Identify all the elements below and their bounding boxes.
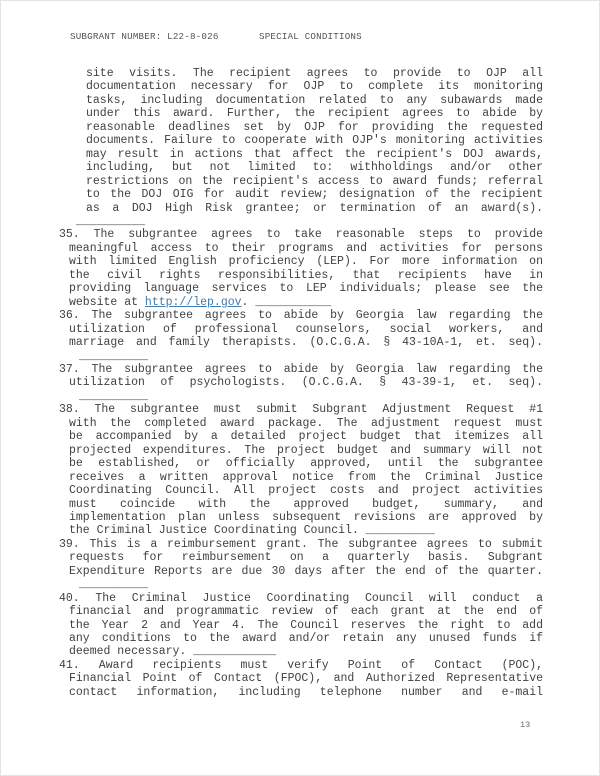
numbered-item-39	[59, 538, 543, 592]
document-line: reasonable deadlines set by OJP for providing the requested	[86, 120, 543, 134]
continuation-paragraph	[76, 67, 543, 228]
document-line: to the DOJ OIG for audit review; designation of the recipient	[86, 188, 543, 202]
item-number: 36.	[59, 309, 80, 323]
line-text: website at	[69, 295, 145, 309]
document-line: 41. Award recipients must verify Point of Contact (POC),	[59, 658, 543, 672]
document-line: 35. The subgrantee agrees to take reasonable steps to provide	[59, 228, 543, 242]
item-number: 41.	[59, 658, 80, 672]
numbered-item-35	[59, 228, 543, 309]
numbered-item-41	[59, 659, 543, 699]
document-line: must coincide with the approved budget, summary, and	[69, 497, 543, 511]
signature-line: __________	[79, 349, 149, 363]
document-line: including, but not limited to: withholdings and/or other	[86, 161, 543, 175]
numbered-item-38	[59, 403, 543, 538]
document-line: 39. This is a reimbursement grant. The subgrantee agrees to submit	[59, 537, 543, 551]
subgrant-number-label: SUBGRANT NUMBER: L22-8-026	[70, 31, 219, 42]
document-title: SPECIAL CONDITIONS	[259, 31, 362, 42]
document-line: utilization of professional counselors, social workers, and	[69, 322, 543, 336]
document-body	[59, 67, 543, 699]
document-line: the civil rights responsibilities, that recipients have in	[69, 268, 543, 282]
document-line: the Criminal Justice Coordinating Council. __________	[69, 524, 435, 538]
signature-line: __________	[79, 578, 149, 592]
item-number: 38.	[59, 403, 80, 417]
document-line: deemed necessary. ____________	[69, 645, 277, 659]
document-line: be established, or officially approved, until the subgrantee	[69, 457, 543, 471]
item-number: 37.	[59, 362, 80, 376]
document-line: marriage and family therapists. (O.C.G.A. § 43-10A-1, et. seq).	[69, 336, 543, 350]
item-number: 35.	[59, 228, 80, 242]
item-number: 40.	[59, 591, 80, 605]
numbered-item-37	[59, 363, 543, 403]
document-line: tasks, including documentation related to any subawards made	[86, 93, 543, 107]
document-line: under this award. Further, the recipient agrees to abide by	[86, 107, 543, 121]
document-line: projected expenditures. The project budget and summary will not	[69, 443, 543, 457]
lep-gov-link[interactable]: http://lep.gov	[144, 295, 242, 309]
signature-line: __________	[76, 214, 146, 228]
document-line: implementation plan unless subsequent revisions are approved by	[69, 510, 543, 524]
line-text: . ___________	[241, 295, 332, 309]
document-line: receives a written approval notice from the Criminal Justice	[69, 470, 543, 484]
document-line: 40. The Criminal Justice Coordinating Council will conduct a	[59, 591, 543, 605]
document-line: documentation necessary for OJP to complete its monitoring	[86, 80, 543, 94]
document-line: be accompanied by a detailed project budget that itemizes all	[69, 430, 543, 444]
document-line: utilization of psychologists. (O.C.G.A. § 43-39-1, et. seq).	[69, 376, 543, 390]
document-line: may result in actions that affect the recipient's DOJ awards,	[86, 147, 543, 161]
document-line: with the completed award package. The adjustment request must	[69, 416, 543, 430]
document-line: providing language services to LEP individuals; please see the	[69, 282, 543, 296]
document-line: any conditions to the award and/or retain any unused funds if	[69, 632, 543, 646]
document-line: 37. The subgrantee agrees to abide by Georgia law regarding the	[59, 362, 543, 376]
document-line: requests for reimbursement on a quarterly basis. Subgrant	[69, 551, 543, 565]
document-line: contact information, including telephone number and e-mail	[69, 685, 543, 699]
document-line: 38. The subgrantee must submit Subgrant Adjustment Request #1	[59, 403, 543, 417]
document-line: Expenditure Reports are due 30 days after the end of the quarter.	[69, 564, 543, 578]
document-line: Financial Point of Contact (FPOC), and Authorized Representative	[69, 672, 543, 686]
item-number: 39.	[59, 537, 80, 551]
document-line: documents. Failure to cooperate with OJP's monitoring activities	[86, 134, 543, 148]
document-line: financial and programmatic review of each grant at the end of	[69, 605, 543, 619]
document-line: site visits. The recipient agrees to provide to OJP all	[86, 67, 543, 80]
document-line: meaningful access to their programs and activities for persons	[69, 241, 543, 255]
document-line: 36. The subgrantee agrees to abide by Georgia law regarding the	[59, 309, 543, 323]
document-line: the Year 2 and Year 4. The Council reserves the right to add	[69, 618, 543, 632]
document-line: as a DOJ High Risk grantee; or termination of an award(s).	[86, 201, 543, 215]
document-line	[69, 296, 543, 309]
document-line: with limited English proficiency (LEP). For more information on	[69, 255, 543, 269]
signature-line: __________	[79, 389, 149, 403]
numbered-item-36	[59, 309, 543, 363]
document-line: Coordinating Council. All project costs and project activities	[69, 484, 543, 498]
page-number: 13	[520, 720, 531, 730]
numbered-item-40	[59, 592, 543, 659]
document-line: restrictions on the recipient's access to award funds; referral	[86, 174, 543, 188]
